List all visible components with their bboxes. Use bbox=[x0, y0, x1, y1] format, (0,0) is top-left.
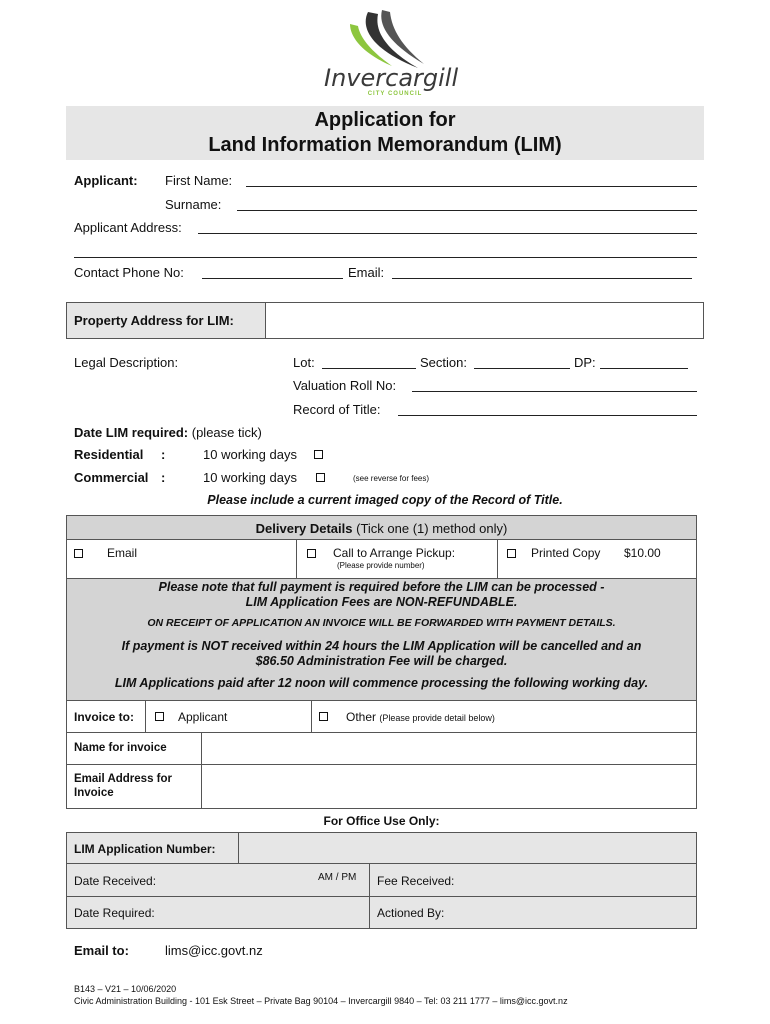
invoice-other-checkbox[interactable] bbox=[319, 712, 328, 721]
office-use-title: For Office Use Only: bbox=[323, 814, 440, 828]
delivery-header bbox=[66, 515, 697, 540]
date-required-hint: (please tick) bbox=[191, 425, 262, 440]
office-app-number-field[interactable] bbox=[238, 832, 697, 864]
invoice-label-cell bbox=[66, 700, 146, 733]
legal-description-label: Legal Description: bbox=[74, 355, 179, 370]
payment-notice bbox=[66, 578, 697, 701]
applicant-label: Applicant: bbox=[74, 173, 138, 188]
invoice-email-label-line2: Invoice bbox=[74, 787, 114, 799]
delivery-header-rest: (Tick one (1) method only) bbox=[356, 521, 508, 536]
address-field[interactable] bbox=[198, 233, 697, 234]
lot-field[interactable] bbox=[322, 368, 416, 369]
property-address-field[interactable] bbox=[265, 302, 704, 339]
notice-line2: LIM Application Fees are NON-REFUNDABLE. bbox=[245, 595, 518, 609]
office-ampm-label: AM / PM bbox=[318, 872, 357, 883]
record-of-title-field[interactable] bbox=[398, 415, 697, 416]
office-date-required-label: Date Required: bbox=[74, 906, 155, 920]
logo-name: Invercargill bbox=[324, 64, 459, 92]
residential-checkbox[interactable] bbox=[314, 450, 323, 459]
invoice-email-field[interactable] bbox=[201, 764, 697, 809]
office-date-required-cell[interactable] bbox=[66, 896, 370, 929]
property-address-label-cell bbox=[66, 302, 266, 339]
include-note: Please include a current imaged copy of the Record of Title. bbox=[207, 493, 563, 507]
notice-line3: ON RECEIPT OF APPLICATION AN INVOICE WILL BE FORWARDED WITH PAYMENT DETAILS. bbox=[147, 617, 616, 629]
delivery-printed-label: Printed Copy bbox=[531, 546, 601, 560]
invoice-other-hint: (Please provide detail below) bbox=[379, 713, 495, 723]
surname-field[interactable] bbox=[237, 210, 697, 211]
footer-address: Civic Administration Building - 101 Esk Street – Private Bag 90104 – Invercargill 9840 – Tel: 03 211 1777 – lims@icc.govt.nz bbox=[74, 996, 568, 1006]
commercial-checkbox[interactable] bbox=[316, 473, 325, 482]
email-to-label: Email to: bbox=[74, 943, 129, 958]
date-required-label: Date LIM required: bbox=[74, 425, 189, 440]
date-required-heading bbox=[74, 425, 262, 440]
logo-subtitle: CITY COUNCIL bbox=[367, 91, 423, 97]
delivery-email-checkbox[interactable] bbox=[74, 549, 83, 558]
invoice-name-label: Name for invoice bbox=[74, 742, 167, 754]
page-title-line1: Application for bbox=[314, 109, 456, 131]
office-date-received-cell[interactable] bbox=[66, 863, 370, 897]
email-field[interactable] bbox=[392, 278, 692, 279]
residential-colon: : bbox=[161, 447, 166, 462]
invoice-other-text: Other bbox=[346, 710, 377, 724]
office-date-received-label: Date Received: bbox=[74, 874, 157, 888]
invoice-name-field[interactable] bbox=[201, 732, 697, 765]
notice-line1: Please note that full payment is required before the LIM can be processed - bbox=[158, 580, 605, 594]
residential-label: Residential bbox=[74, 447, 144, 462]
invoice-applicant-checkbox[interactable] bbox=[155, 712, 164, 721]
delivery-pickup-sublabel: (Please provide number) bbox=[337, 561, 425, 570]
title-banner bbox=[66, 106, 704, 160]
invoice-other-cell[interactable] bbox=[311, 700, 697, 733]
phone-label: Contact Phone No: bbox=[74, 265, 184, 280]
delivery-email-cell[interactable] bbox=[66, 539, 297, 579]
valuation-field[interactable] bbox=[412, 391, 697, 392]
email-to-address[interactable]: lims@icc.govt.nz bbox=[165, 943, 263, 958]
delivery-pickup-label: Call to Arrange Pickup: bbox=[333, 546, 456, 560]
section-field[interactable] bbox=[474, 368, 570, 369]
invoice-applicant-cell[interactable] bbox=[145, 700, 312, 733]
council-logo bbox=[320, 8, 459, 103]
notice-line4: If payment is NOT received within 24 hours the LIM Application will be cancelled and an bbox=[121, 639, 642, 653]
office-app-number-label-cell bbox=[66, 832, 239, 864]
invoice-name-label-cell bbox=[66, 732, 202, 765]
invoice-email-label-cell bbox=[66, 764, 202, 809]
commercial-colon: : bbox=[161, 470, 166, 485]
office-actioned-by-label: Actioned By: bbox=[377, 906, 445, 920]
section-label: Section: bbox=[420, 355, 467, 370]
invoice-other-label bbox=[346, 710, 495, 724]
office-fee-received-label: Fee Received: bbox=[377, 874, 455, 888]
delivery-printed-checkbox[interactable] bbox=[507, 549, 516, 558]
invoice-email-label-line1: Email Address for bbox=[74, 773, 172, 785]
residential-days: 10 working days bbox=[203, 447, 297, 462]
commercial-days: 10 working days bbox=[203, 470, 297, 485]
property-address-label: Property Address for LIM: bbox=[74, 313, 234, 328]
page-title-line2: Land Information Memorandum (LIM) bbox=[208, 134, 562, 156]
first-name-label: First Name: bbox=[165, 173, 233, 188]
office-app-number-label: LIM Application Number: bbox=[74, 842, 216, 856]
notice-line6: LIM Applications paid after 12 noon will commence processing the following working day. bbox=[114, 676, 649, 690]
dp-label: DP: bbox=[574, 355, 596, 370]
delivery-printed-price: $10.00 bbox=[624, 546, 661, 560]
phone-field[interactable] bbox=[202, 278, 343, 279]
fees-note: (see reverse for fees) bbox=[353, 474, 430, 483]
delivery-pickup-checkbox[interactable] bbox=[307, 549, 316, 558]
commercial-label: Commercial bbox=[74, 470, 149, 485]
notice-line5: $86.50 Administration Fee will be charged. bbox=[255, 654, 508, 668]
valuation-label: Valuation Roll No: bbox=[293, 378, 397, 393]
delivery-header-bold: Delivery Details bbox=[255, 521, 353, 536]
delivery-printed-cell[interactable] bbox=[497, 539, 697, 579]
surname-label: Surname: bbox=[165, 197, 222, 212]
office-actioned-by-cell[interactable] bbox=[369, 896, 697, 929]
footer-code: B143 – V21 – 10/06/2020 bbox=[74, 984, 177, 994]
dp-field[interactable] bbox=[600, 368, 688, 369]
address-label: Applicant Address: bbox=[74, 220, 182, 235]
delivery-email-label: Email bbox=[107, 546, 138, 560]
invoice-applicant-label: Applicant bbox=[178, 710, 228, 724]
invoice-to-label: Invoice to: bbox=[74, 710, 135, 724]
address-field-line2[interactable] bbox=[74, 257, 697, 258]
office-fee-received-cell[interactable] bbox=[369, 863, 697, 897]
first-name-field[interactable] bbox=[246, 186, 697, 187]
email-label: Email: bbox=[348, 265, 385, 280]
record-of-title-label: Record of Title: bbox=[293, 402, 381, 417]
delivery-pickup-cell[interactable] bbox=[296, 539, 498, 579]
lot-label: Lot: bbox=[293, 355, 315, 370]
